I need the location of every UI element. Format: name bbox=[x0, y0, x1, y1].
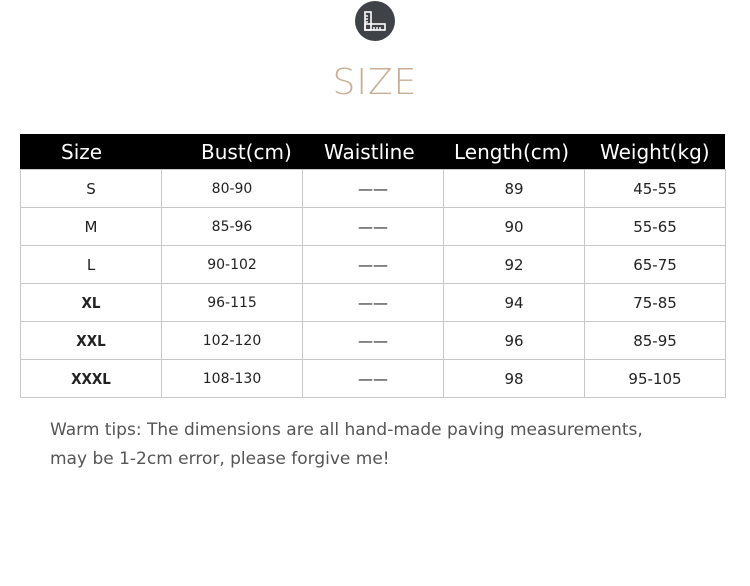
cell-length: 98 bbox=[444, 360, 585, 398]
table-row bbox=[21, 322, 726, 360]
cell-bust: 108-130 bbox=[162, 360, 303, 398]
cell-waist: —— bbox=[303, 208, 444, 246]
cell-weight: 95-105 bbox=[585, 360, 726, 398]
cell-bust: 102-120 bbox=[162, 322, 303, 360]
table-row bbox=[21, 284, 726, 322]
cell-size: S bbox=[21, 170, 162, 208]
cell-size: XL bbox=[21, 284, 162, 322]
header-size: Size bbox=[61, 139, 103, 164]
header-bust: Bust(cm) bbox=[201, 139, 292, 164]
cell-size: L bbox=[21, 246, 162, 284]
cell-length: 96 bbox=[444, 322, 585, 360]
cell-waist: —— bbox=[303, 246, 444, 284]
cell-length: 90 bbox=[444, 208, 585, 246]
cell-waist: —— bbox=[303, 170, 444, 208]
table-row bbox=[21, 360, 726, 398]
ruler-badge bbox=[355, 1, 395, 41]
cell-waist: —— bbox=[303, 284, 444, 322]
warm-tips bbox=[50, 416, 730, 474]
tips-line-1: Warm tips: The dimensions are all hand-made paving measurements, bbox=[50, 420, 643, 440]
header-weight: Weight(kg) bbox=[600, 139, 710, 164]
table-row bbox=[21, 208, 726, 246]
cell-weight: 45-55 bbox=[585, 170, 726, 208]
cell-length: 89 bbox=[444, 170, 585, 208]
tips-line-2: may be 1-2cm error, please forgive me! bbox=[50, 449, 390, 469]
cell-weight: 55-65 bbox=[585, 208, 726, 246]
cell-bust: 80-90 bbox=[162, 170, 303, 208]
cell-weight: 85-95 bbox=[585, 322, 726, 360]
size-table bbox=[20, 169, 726, 398]
ruler-icon bbox=[363, 9, 387, 33]
cell-bust: 96-115 bbox=[162, 284, 303, 322]
cell-size: XXL bbox=[21, 322, 162, 360]
cell-size: XXXL bbox=[21, 360, 162, 398]
cell-waist: —— bbox=[303, 360, 444, 398]
cell-bust: 90-102 bbox=[162, 246, 303, 284]
header-length: Length(cm) bbox=[454, 139, 570, 164]
table-row bbox=[21, 170, 726, 208]
cell-length: 94 bbox=[444, 284, 585, 322]
cell-length: 92 bbox=[444, 246, 585, 284]
cell-weight: 65-75 bbox=[585, 246, 726, 284]
page-title: SIZE bbox=[332, 62, 418, 103]
cell-weight: 75-85 bbox=[585, 284, 726, 322]
header-waist: Waistline bbox=[324, 139, 415, 164]
table-header bbox=[20, 134, 725, 169]
cell-waist: —— bbox=[303, 322, 444, 360]
cell-size: M bbox=[21, 208, 162, 246]
cell-bust: 85-96 bbox=[162, 208, 303, 246]
table-row bbox=[21, 246, 726, 284]
